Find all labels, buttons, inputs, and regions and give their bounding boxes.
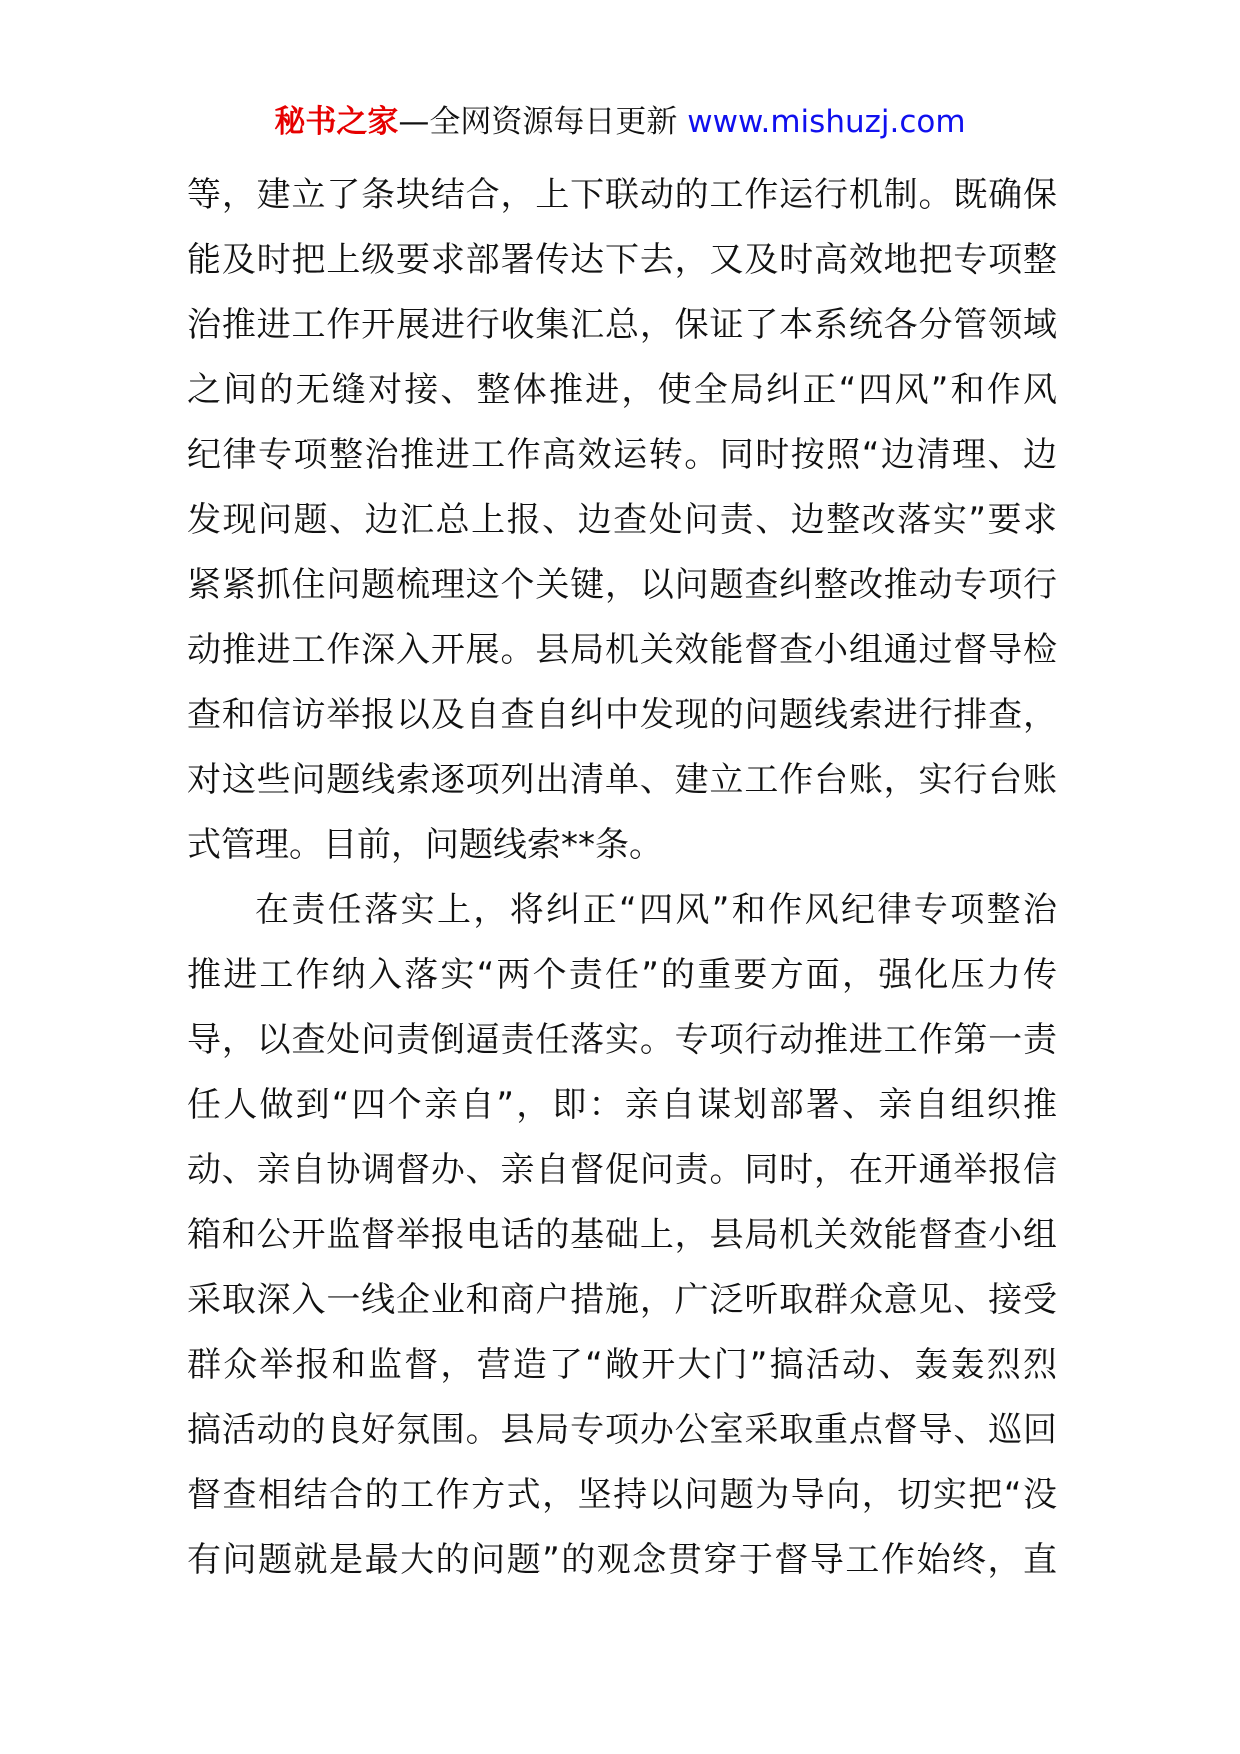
text-line: 动、亲自协调督办、亲自督促问责。同时，在开通举报信 xyxy=(187,1150,1057,1190)
paragraph-2 xyxy=(187,878,1057,1593)
text-line: 式管理。目前，问题线索**条。 xyxy=(187,825,663,865)
text-line: 任人做到“四个亲自”，即：亲自谋划部署、亲自组织推 xyxy=(187,1085,1057,1125)
site-banner xyxy=(0,100,1240,144)
text-line: 督查相结合的工作方式，坚持以问题为导向，切实把“没 xyxy=(187,1475,1057,1515)
text-line: 动推进工作深入开展。县局机关效能督查小组通过督导检 xyxy=(187,630,1057,670)
text-line: 箱和公开监督举报电话的基础上，县局机关效能督查小组 xyxy=(187,1215,1057,1255)
text-line: 群众举报和监督，营造了“敞开大门”搞活动、轰轰烈烈 xyxy=(187,1345,1057,1385)
text-line: 纪律专项整治推进工作高效运转。同时按照“边清理、边 xyxy=(187,435,1057,475)
text-line: 紧紧抓住问题梳理这个关键，以问题查纠整改推动专项行 xyxy=(187,565,1057,605)
text-line: 对这些问题线索逐项列出清单、建立工作台账，实行台账 xyxy=(187,760,1057,800)
text-line: 查和信访举报以及自查自纠中发现的问题线索进行排查， xyxy=(187,695,1057,735)
text-line: 导，以查处问责倒逼责任落实。专项行动推进工作第一责 xyxy=(187,1020,1057,1060)
banner-slogan: —全网资源每日更新 xyxy=(398,104,688,140)
text-line: 等，建立了条块结合，上下联动的工作运行机制。既确保 xyxy=(187,175,1057,215)
document-body xyxy=(187,163,1057,1593)
paragraph-1 xyxy=(187,163,1057,878)
text-line: 采取深入一线企业和商户措施，广泛听取群众意见、接受 xyxy=(187,1280,1057,1320)
text-line: 搞活动的良好氛围。县局专项办公室采取重点督导、巡回 xyxy=(187,1410,1057,1450)
brand-name: 秘书之家 xyxy=(274,104,399,140)
text-line: 之间的无缝对接、整体推进，使全局纠正“四风”和作风 xyxy=(187,370,1057,410)
site-url-link[interactable]: www.mishuzj.com xyxy=(687,104,966,140)
text-line: 在责任落实上，将纠正“四风”和作风纪律专项整治 xyxy=(255,890,1057,930)
text-line: 能及时把上级要求部署传达下去，又及时高效地把专项整 xyxy=(187,240,1057,280)
text-line: 治推进工作开展进行收集汇总，保证了本系统各分管领域 xyxy=(187,305,1057,345)
text-line: 有问题就是最大的问题”的观念贯穿于督导工作始终，直 xyxy=(187,1540,1057,1580)
text-line: 推进工作纳入落实“两个责任”的重要方面，强化压力传 xyxy=(187,955,1057,995)
text-line: 发现问题、边汇总上报、边查处问责、边整改落实”要求 xyxy=(187,500,1057,540)
